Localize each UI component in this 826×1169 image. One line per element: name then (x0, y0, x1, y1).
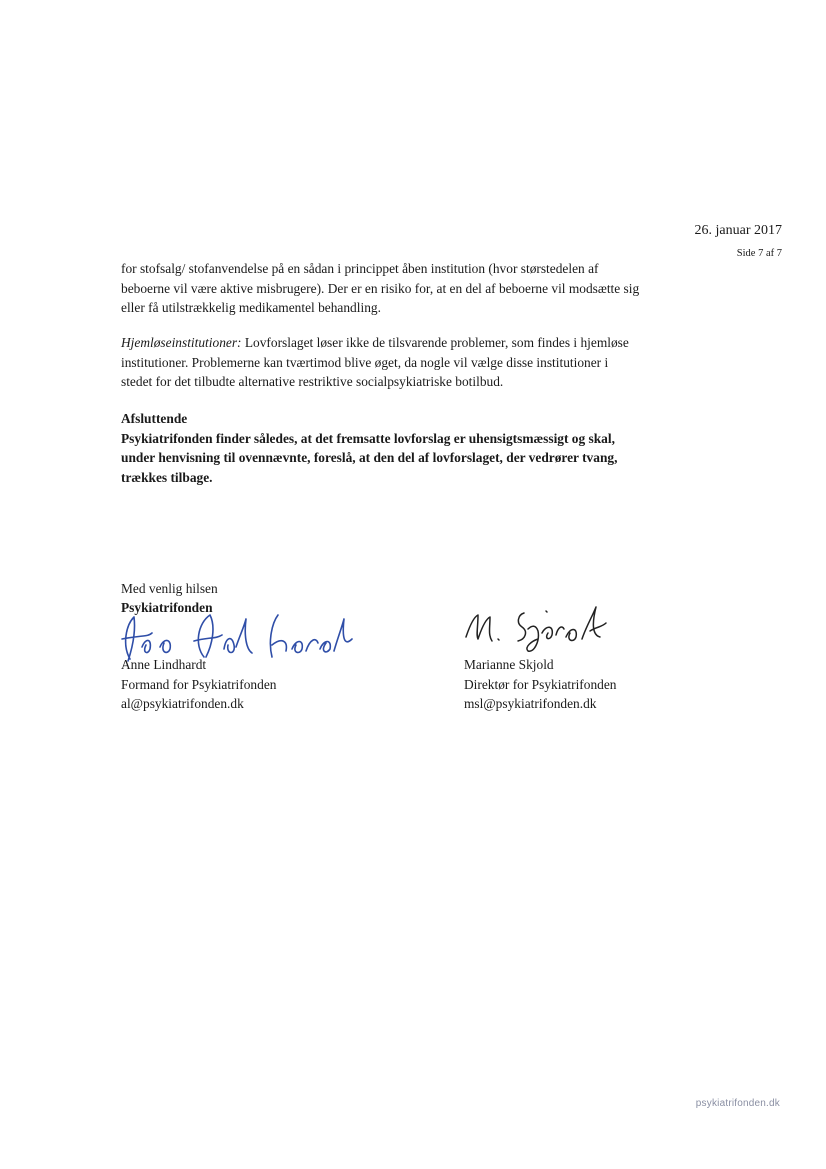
document-date: 26. januar 2017 (694, 223, 782, 238)
greeting: Med venlig hilsen (121, 581, 218, 596)
page-number: Side 7 af 7 (736, 248, 782, 259)
signatory-title: Formand for Psykiatrifonden (121, 676, 277, 692)
signatory-right (464, 655, 616, 714)
paragraph-lead: Hjemløseinstitutioner: (121, 335, 242, 350)
signatory-name: Anne Lindhardt (121, 657, 207, 672)
closing-heading: Afsluttende (121, 411, 188, 426)
signatory-left (121, 655, 276, 714)
organization-name: Psykiatrifonden (121, 600, 213, 615)
paragraph-hjemloseinstitutioner (121, 333, 641, 392)
closing-text: Psykiatrifonden finder således, at det fremsatte lovforslag er uhensigtsmæssigt og skal, under henvisning til ovennævnte, foreslå, at den del af lovforslaget, der vedrører tvang, trækkes tilbage. (121, 430, 618, 485)
paragraph-continuation: for stofsalg/ stofanvendelse på en sådan i princippet åben institution (hvor størstedelen af beboerne vil være aktive misbrugere). Der er en risiko for, at en del af beboerne vil modsætte sig eller få utilstrækkelig medikamentel behandling. (121, 261, 640, 315)
signatory-name: Marianne Skjold (464, 657, 554, 672)
closing-section (121, 409, 641, 487)
signatory-email: msl@psykiatrifonden.dk (464, 696, 597, 711)
signatory-email: al@psykiatrifonden.dk (121, 696, 244, 711)
footer-website: psykiatrifonden.dk (695, 1098, 780, 1109)
paragraph-text: Lovforslaget løser ikke de tilsvarende problemer, som findes i hjemløse institutioner. Problemerne kan tværtimod blive øget, da nogle vil vælge disse institutioner i stedet for det tilbudte alternative restriktive socialpsykiatriske botilbud. (121, 335, 629, 389)
signatory-title: Direktør for Psykiatrifonden (464, 676, 617, 692)
signature-right (458, 597, 618, 657)
